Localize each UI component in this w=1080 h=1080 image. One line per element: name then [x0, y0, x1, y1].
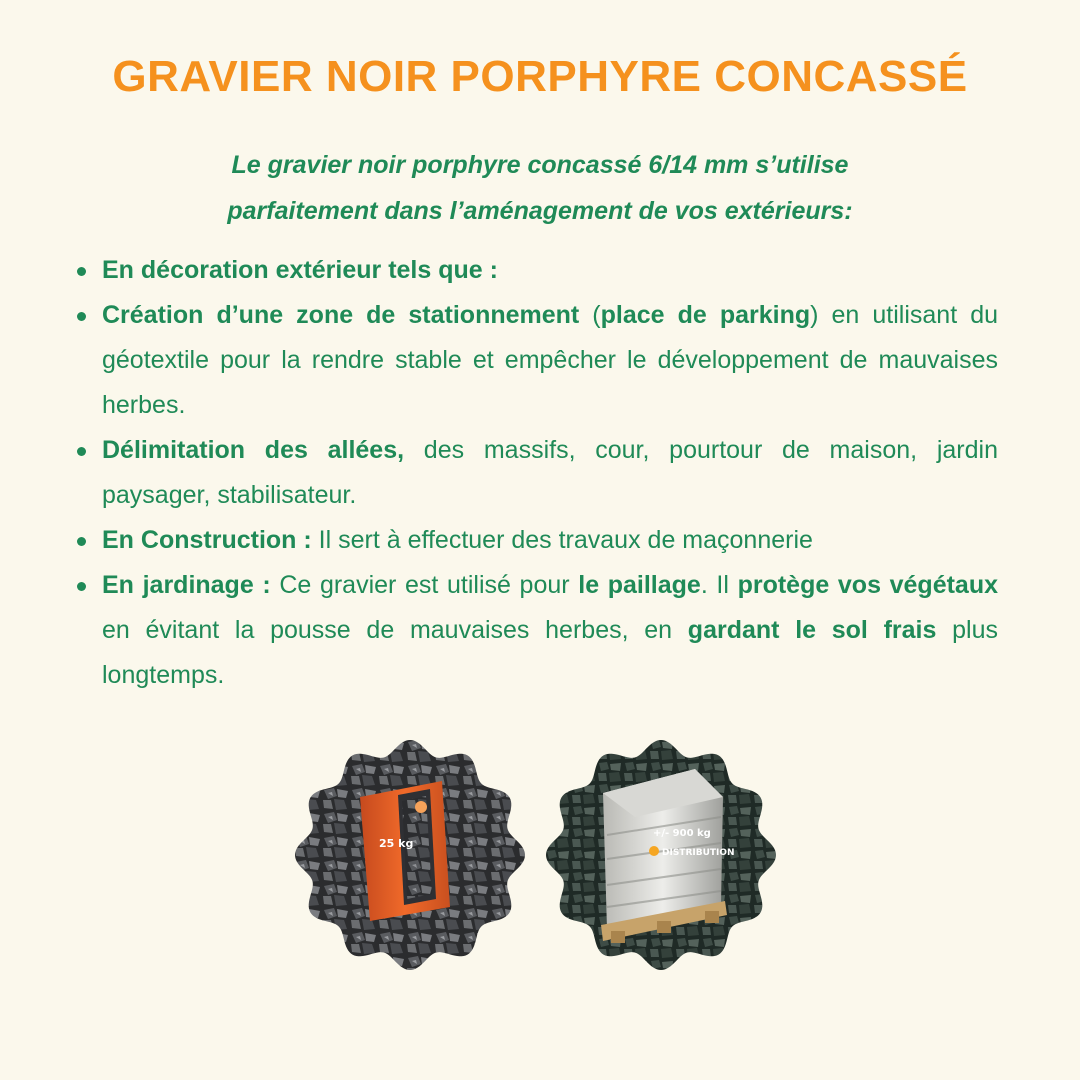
bullet-text: ) en utilisant du géotextile pour la rendre stable et empêcher le développement de mauvaises herbes.	[102, 301, 998, 419]
bullet-highlight: place de parking	[600, 301, 811, 329]
intro-line-1: Le gravier noir porphyre concassé 6/14 mm s’utilise	[231, 151, 849, 179]
brand-label: DISTRIBUTION	[662, 848, 735, 858]
list-item	[75, 248, 998, 293]
pallet-weight-label: +/- 900 kg	[653, 828, 711, 839]
feature-list	[75, 248, 998, 698]
bullet-highlight: le paillage	[578, 571, 701, 599]
list-item	[75, 563, 998, 698]
bullet-highlight: En jardinage :	[102, 571, 271, 599]
bullet-highlight: En Construction :	[102, 526, 312, 554]
bullet-text: (	[579, 301, 601, 329]
bullet-text: Ce gravier est utilisé pour	[270, 571, 579, 599]
gravel-pallet-image	[545, 739, 777, 971]
bullet-text: Il sert à effectuer des travaux de maçonnerie	[311, 526, 813, 554]
bag-weight-label: 25 kg	[379, 837, 414, 850]
bag-logo-icon	[415, 801, 427, 813]
intro-line-2: parfaitement dans l’aménagement de vos extérieurs:	[227, 197, 853, 225]
list-item	[75, 293, 998, 428]
gravel-bag-photo	[294, 739, 526, 971]
list-item	[75, 428, 998, 518]
bullet-text: des massifs, cour, pourtour de maison, jardin paysager, stabilisateur.	[102, 436, 998, 509]
list-item	[75, 518, 998, 563]
bullet-highlight: En décoration extérieur tels que :	[102, 256, 498, 284]
gravel-bag-image	[294, 739, 526, 971]
bullet-highlight: Création d’une zone de stationnement	[102, 301, 580, 329]
brand-logo-icon	[649, 846, 659, 856]
bullet-highlight: gardant le sol frais	[687, 616, 937, 644]
bullet-text: . Il	[700, 571, 738, 599]
page-title: GRAVIER NOIR PORPHYRE CONCASSÉ	[112, 52, 968, 101]
bullet-highlight: protège vos végétaux	[737, 571, 999, 599]
bullet-highlight: Délimitation des allées,	[102, 436, 405, 464]
intro-text	[90, 142, 990, 234]
bullet-text: plus longtemps.	[102, 616, 999, 689]
bullet-text: en évitant la pousse de mauvaises herbes, en	[102, 616, 688, 644]
gravel-pallet-photo	[545, 739, 777, 971]
